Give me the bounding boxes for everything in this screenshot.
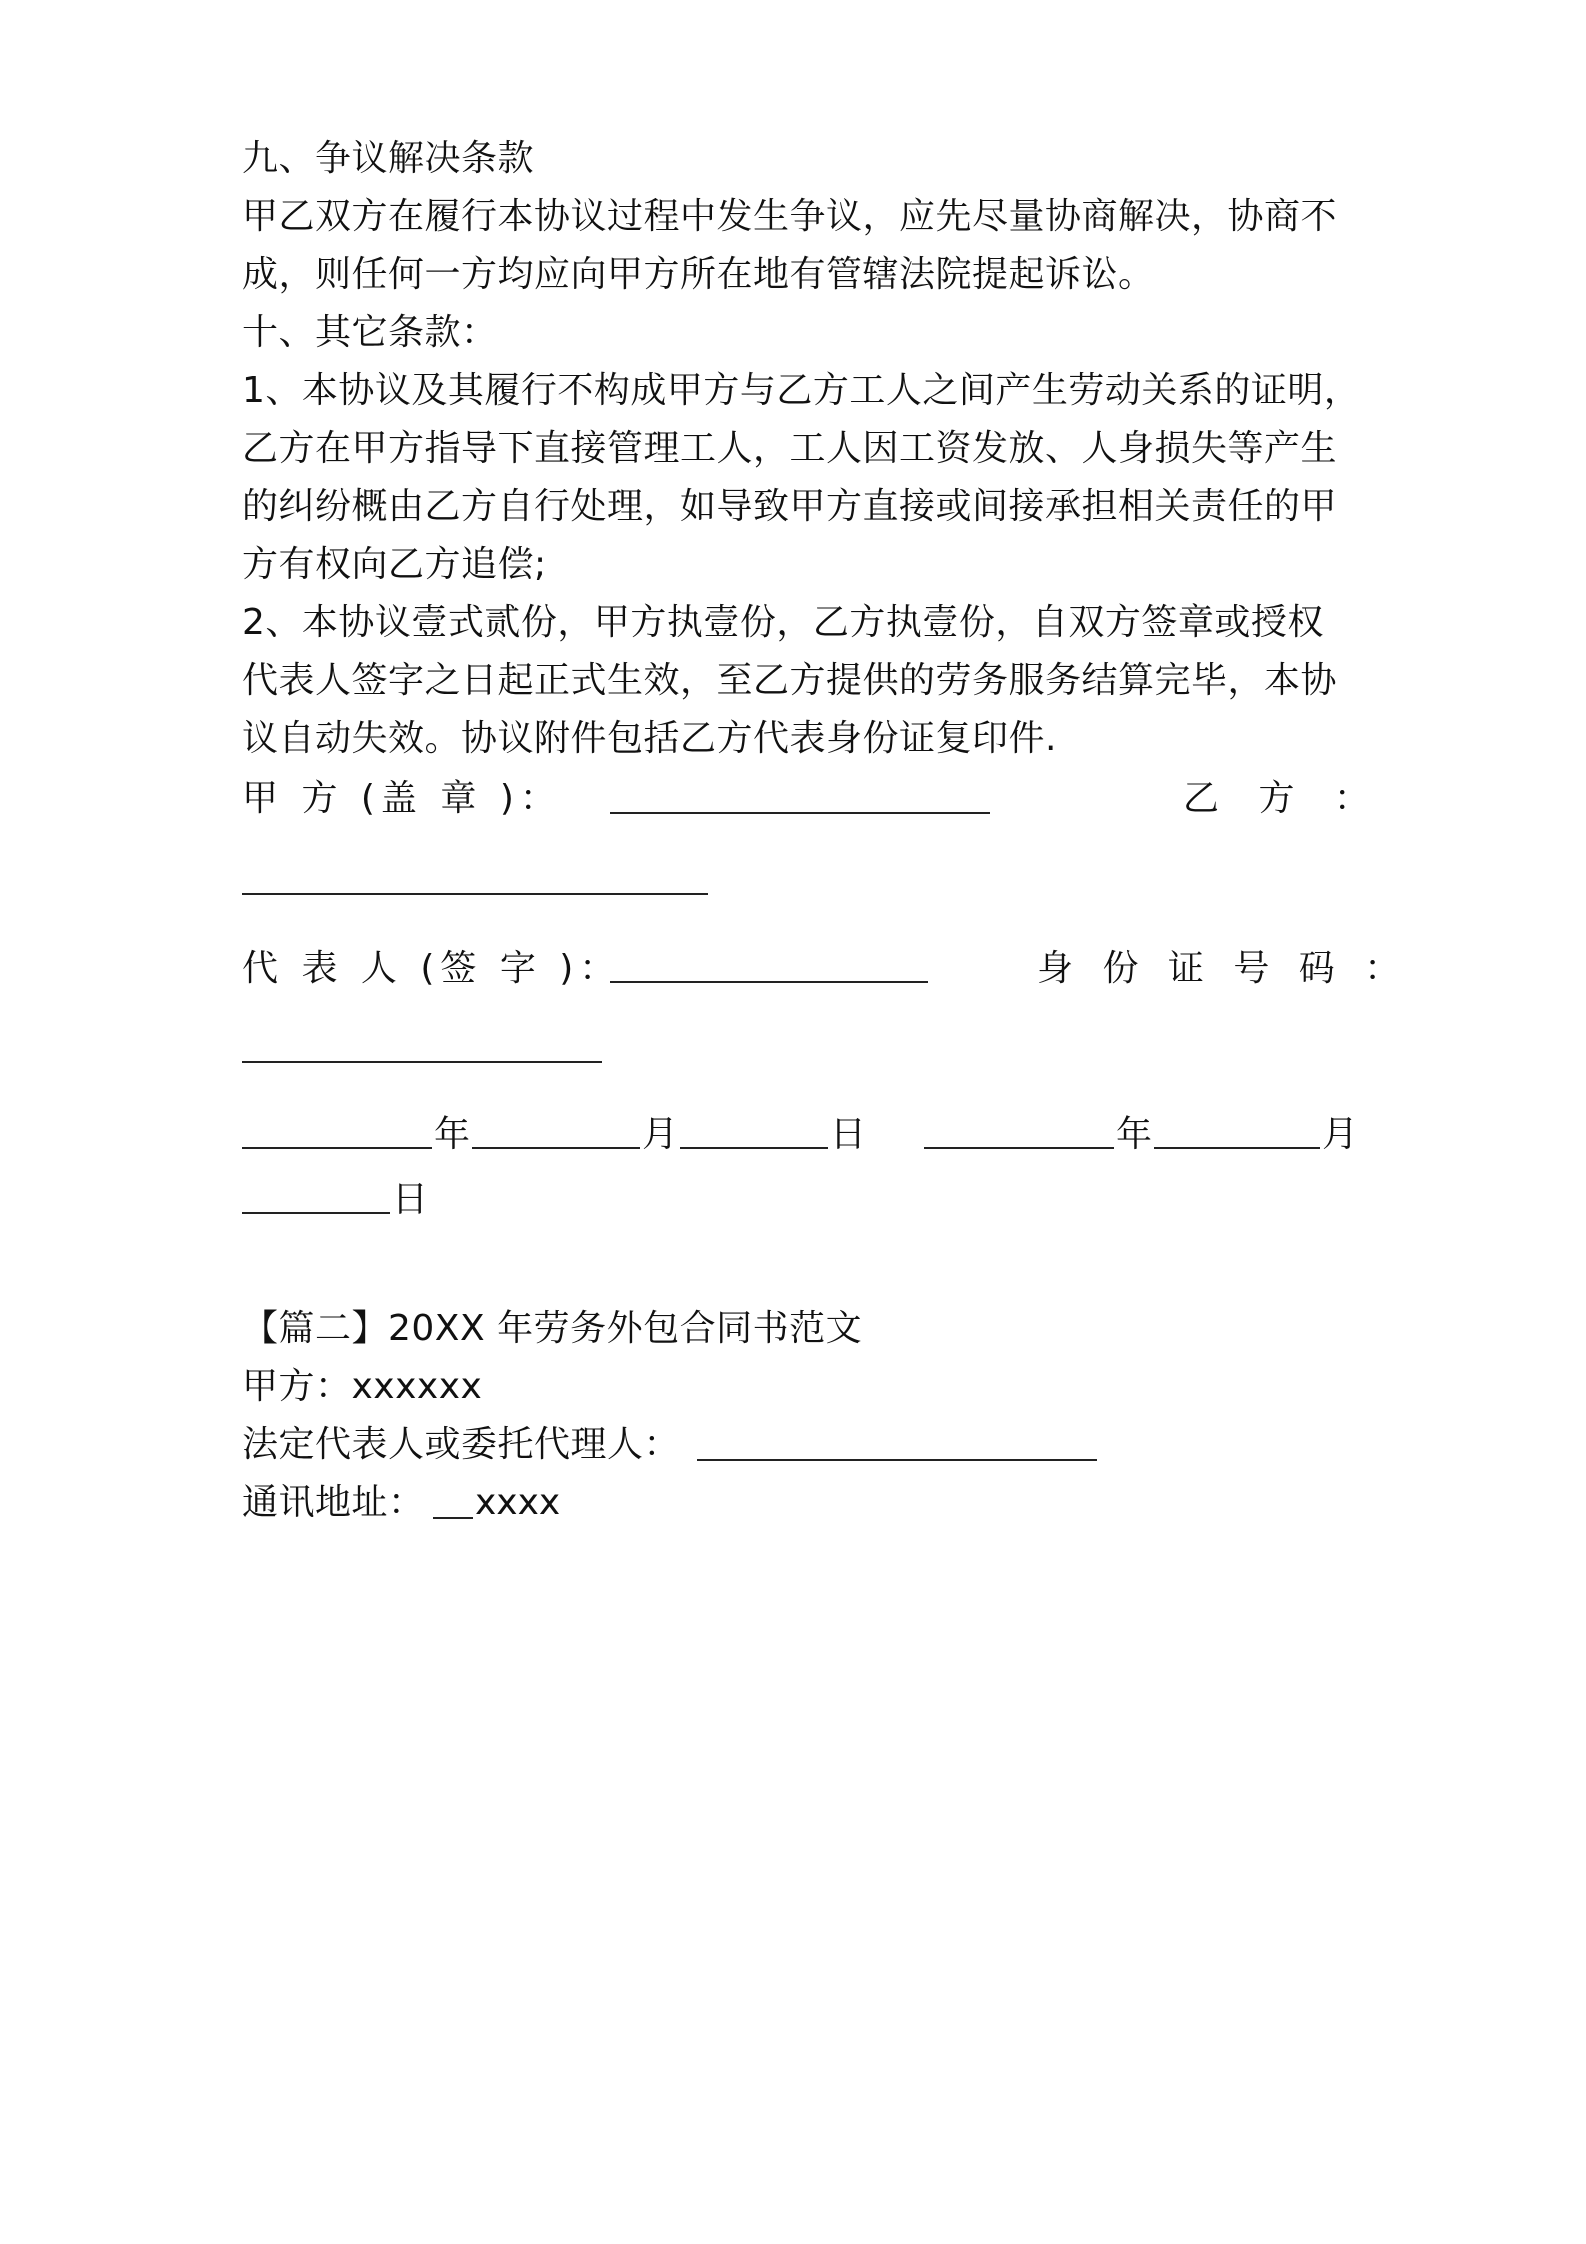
part-2-title: 【篇二】20XX 年劳务外包合同书范文: [242, 1308, 863, 1349]
date-b-day-blank[interactable]: [242, 1212, 390, 1214]
party-b-blank[interactable]: [242, 893, 708, 895]
date-b-month-label: 月: [1322, 1114, 1359, 1155]
party-a-seal-blank[interactable]: [610, 812, 990, 814]
section-9-paragraph-line: 成，则任何一方均应向甲方所在地有管辖法院提起诉讼。: [242, 254, 1155, 295]
address-label: 通讯地址：: [242, 1482, 425, 1523]
representative-signature-label: 代 表 人 (签 字 )：: [242, 948, 622, 989]
date-b-year-label: 年: [1116, 1114, 1153, 1155]
address-value: xxxx: [475, 1482, 561, 1523]
date-b-day-label: 日: [392, 1179, 429, 1220]
section-10-heading: 十、其它条款：: [242, 312, 498, 353]
representative-signature-blank[interactable]: [610, 981, 928, 983]
id-number-blank[interactable]: [242, 1061, 602, 1063]
date-b-year-blank[interactable]: [924, 1147, 1114, 1149]
party-b-label: 乙 方 ：: [1183, 778, 1384, 819]
clause-1-line: 方有权向乙方追偿;: [242, 544, 547, 585]
address-blank[interactable]: [433, 1517, 473, 1519]
id-number-label: 身 份 证 号 码 ：: [1037, 948, 1410, 989]
party-a-seal-label: 甲 方 (盖 章 )：: [242, 778, 562, 819]
legal-representative-label: 法定代表人或委托代理人：: [242, 1424, 681, 1465]
clause-2-line: 代表人签字之日起正式生效，至乙方提供的劳务服务结算完毕，本协: [242, 660, 1338, 701]
clause-2-line: 2、本协议壹式贰份，甲方执壹份，乙方执壹份，自双方签章或授权: [242, 602, 1324, 643]
date-a-year-label: 年: [434, 1114, 471, 1155]
section-9-paragraph-line: 甲乙双方在履行本协议过程中发生争议，应先尽量协商解决，协商不: [242, 196, 1338, 237]
date-a-year-blank[interactable]: [242, 1147, 432, 1149]
section-9-heading: 九、争议解决条款: [242, 138, 535, 179]
date-a-day-blank[interactable]: [680, 1147, 828, 1149]
date-a-day-label: 日: [830, 1114, 867, 1155]
legal-representative-blank[interactable]: [697, 1459, 1097, 1461]
date-a-month-blank[interactable]: [472, 1147, 640, 1149]
date-a-month-label: 月: [642, 1114, 679, 1155]
clause-1-line: 1、本协议及其履行不构成甲方与乙方工人之间产生劳动关系的证明，: [242, 370, 1361, 411]
part-2-party-a: 甲方：xxxxxx: [242, 1366, 483, 1407]
clause-1-line: 乙方在甲方指导下直接管理工人，工人因工资发放、人身损失等产生: [242, 428, 1338, 469]
clause-1-line: 的纠纷概由乙方自行处理，如导致甲方直接或间接承担相关责任的甲: [242, 486, 1338, 527]
clause-2-line: 议自动失效。协议附件包括乙方代表身份证复印件.: [242, 718, 1057, 759]
date-b-month-blank[interactable]: [1154, 1147, 1320, 1149]
